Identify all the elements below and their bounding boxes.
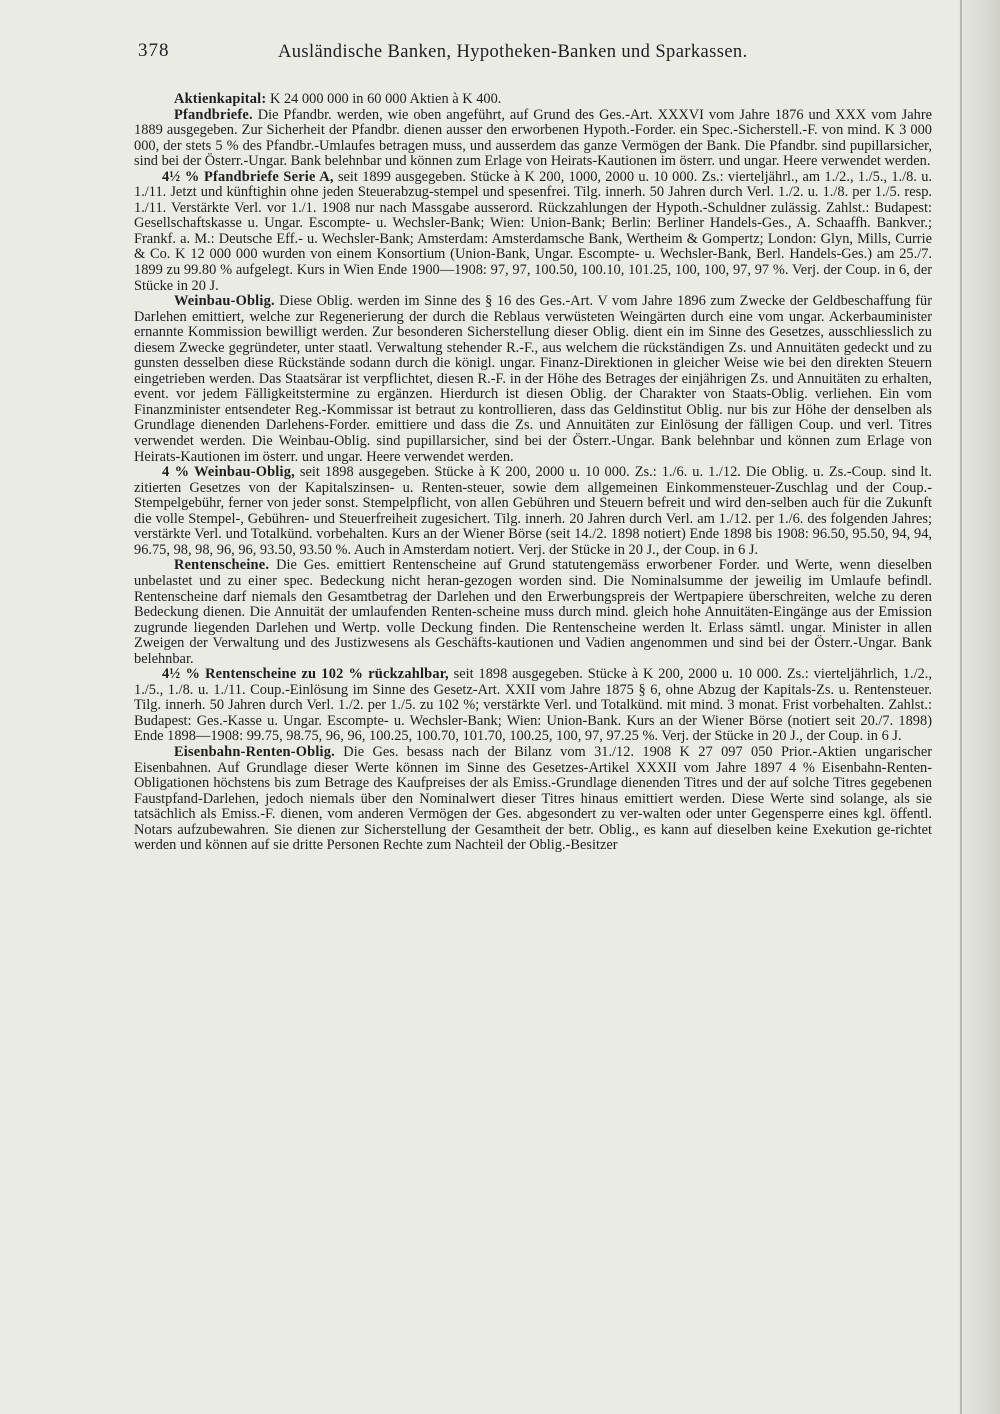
page-edge-line <box>960 0 962 1414</box>
paragraph-aktienkapital <box>134 92 932 108</box>
paragraph-text: seit 1898 ausgegeben. Stücke à K 200, 2000 u. 10 000. Zs.: 1./6. u. 1./12. Die Oblig. u. Zs.-Coup. sind lt. zitierten Gesetzes von der Kapitalszinsen- u. Renten-steuer, sowie dem allgemeinen Einkommensteuer-Zuschlag und der Coup.-Stempelgebühr, ferner von jeder sonst. Stempelpflicht, von allen Gebühren und Steuern befreit und wird den-selben auch für die Zukunft die volle Stempel-, Gebühren- und Steuerfreiheit zugesichert. Tilg. innerh. 20 Jahren durch Verl. am 1./12. per 1./6. des folgenden Jahres; verstärkte Verl. und Totalkünd. vorbehalten. Kurs an der Wiener Börse (seit 14./2. 1898 notiert) Ende 1898 bis 1908: 96.50, 95.50, 94, 94, 96.75, 98, 98, 96, 96, 93.50, 93.50 %. Auch in Amsterdam notiert. Verj. der Stücke in 20 J., der Coup. in 6 J. <box>134 464 932 558</box>
page-edge-shadow <box>958 0 1000 1414</box>
running-title: Ausländische Banken, Hypotheken-Banken und Sparkassen. <box>278 42 748 62</box>
paragraph-heading: 4½ % Pfandbriefe Serie A, <box>162 168 334 185</box>
paragraph-pfandbriefe <box>134 108 932 170</box>
paragraph-heading: 4½ % Rentenscheine zu 102 % rückzahlbar, <box>162 666 449 683</box>
paragraph-eisenbahn-renten-oblig <box>134 745 932 854</box>
paragraph-heading: Aktienkapital: <box>174 91 267 107</box>
paragraph-weinbau-oblig <box>134 294 932 465</box>
paragraph-rentenscheine-102pct <box>134 667 932 745</box>
paragraph-text: Die Pfandbr. werden, wie oben angeführt, auf Grund des Ges.-Art. XXXVI vom Jahre 1876 und XXX vom Jahre 1889 ausgegeben. Zur Sicherheit der Pfandbr. dienen ausser den erworbenen Hypoth.-Forder. ein Spec.-Sicherstell.-F. von mind. K 3 000 000, der stets 5 % des Pfandbr.-Umlaufes betragen muss, und ausserdem das ganze Vermögen der Bank. Die Pfandbr. sind pupillarsicher, sind bei der Österr.-Ungar. Bank belehnbar und können zum Erlage von Heirats-Kautionen im österr. und ungar. Heere verwendet werden. <box>134 106 932 170</box>
page-header <box>138 40 948 70</box>
paragraph-text: K 24 000 000 in 60 000 Aktien à K 400. <box>266 91 502 107</box>
paragraph-heading: Weinbau-Oblig. <box>174 293 275 310</box>
paragraph-weinbau-oblig-4pct <box>134 465 932 558</box>
page-number: 378 <box>138 40 170 61</box>
paragraph-heading: Rentenscheine. <box>174 557 270 574</box>
paragraph-heading: Pfandbriefe. <box>174 106 253 123</box>
paragraph-pfandbriefe-serie-a <box>134 170 932 294</box>
paragraph-text: seit 1898 ausgegeben. Stücke à K 200, 2000 u. 10 000. Zs.: vierteljährlich, 1./2., 1./5., 1./8. u. 1./11. Coup.-Einlösung im Sinne des Gesetz-Art. XXII vom Jahre 1875 § 6, ohne Abzug der Kapitals-Zs. u. Rentensteuer. Tilg. innerh. 50 Jahren durch Verl. 1./2. per 1./5. zu 102 %; verstärkte Verl. und Totalkünd. mit mind. 3 monat. Frist vorbehalten. Zahlst.: Budapest: Ges.-Kasse u. Ungar. Escompte- u. Wechsler-Bank; Wien: Union-Bank. Kurs an der Wiener Börse (notiert seit 20./7. 1898) Ende 1898—1908: 99.75, 98.75, 96, 96, 100.25, 100.70, 101.70, 100.25, 100, 97, 97.25 %. Verj. der Stücke in 20 J., der Coup. in 6 J. <box>134 666 933 745</box>
paragraph-heading: Eisenbahn-Renten-Oblig. <box>174 743 335 760</box>
page-body <box>134 92 932 854</box>
paragraph-heading: 4 % Weinbau-Oblig, <box>162 464 295 481</box>
paragraph-text: Diese Oblig. werden im Sinne des § 16 des Ges.-Art. V vom Jahre 1896 zum Zwecke der Geldbeschaffung für Darlehen emittiert, welche zur Regenerierung der durch die Reblaus verwüsteten Weingärten durch eine vom ungar. Ackerbauminister ernannte Kommission bewilligt werden. Zur besonderen Sicherstellung dieser Oblig. dient ein im Sinne des Gesetzes, ausschliesslich zu diesem Zwecke gegründeter, unter staatl. Verwaltung stehender R.-F., aus welchem die rückständigen Zs. und Annuitäten gedeckt und zu gunsten desselben diese Rückstände sodann durch die königl. ungar. Finanz-Direktionen in gleicher Weise wie bei den direkten Steuern eingetrieben werden. Das Staatsärar ist verpflichtet, diesen R.-F. in der Höhe des Betrages der einjährigen Zs. und Annuitäten zu erhalten, event. vor jedem Fälligkeitstermine zu ergänzen. Hierdurch ist diesen Oblig. der Charakter von Staats-Oblig. verliehen. Ein vom Finanzminister entsendeter Reg.-Kommissar ist betraut zu kontrollieren, dass das Geldinstitut Oblig. nur bis zur Höhe der denselben als Grundlage dienenden Darlehens-Forder. emittiere und dass die Zs. und Annuitäten zur Einlösung der fälligen Coup. und verl. Titres verwendet werden. Die Weinbau-Oblig. sind pupillarsicher, sind bei der Österr.-Ungar. Bank belehnbar und können zum Erlage von Heirats-Kautionen im österr. und ungar. Heere verwendet werden. <box>134 293 932 465</box>
paragraph-rentenscheine <box>134 558 932 667</box>
paragraph-text: Die Ges. emittiert Rentenscheine auf Grund statutengemäss erworbener Forder. und Werte, wenn dieselben unbelastet und zu einer spec. Bedeckung nicht heran-gezogen worden sind. Die Nominalsumme der jeweilig im Umlaufe befindl. Rentenscheine darf niemals den Gesamtbetrag der Darlehen und den Erwerbungspreis der Wertpapiere überschreiten, welche zu deren Bedeckung dienen. Die Annuität der umlaufenden Renten-scheine muss durch mind. gleich hohe Annuitäten-Eingänge aus der Emission zugrunde liegenden Darlehen und Wertp. volle Deckung finden. Die Rentenscheine werden lt. Erlass sämtl. ungar. Minister in allen Zweigen der Verwaltung und des Justizwesens als Geschäfts-kautionen und Vadien angenommen und sind bei der Österr.-Ungar. Bank belehnbar. <box>134 557 932 667</box>
paragraph-text: seit 1899 ausgegeben. Stücke à K 200, 1000, 2000 u. 10 000. Zs.: vierteljährl., am 1./2., 1./5., 1./8. u. 1./11. Jetzt und künftighin ohne jeden Steuerabzug-stempel und spesenfrei. Tilg. innerh. 50 Jahren durch Verl. 1./2. u. 1./8. per 1./5. resp. 1./11. Verstärkte Verl. vor 1./1. 1908 nur nach Massgabe ausserord. Rückzahlungen der Hypoth.-Schuldner zulässig. Zahlst.: Budapest: Gesellschaftskasse u. Ungar. Escompte- u. Wechsler-Bank; Wien: Union-Bank; Berlin: Berliner Handels-Ges., A. Schaaffh. Bankver.; Frankf. a. M.: Deutsche Eff.- u. Wechsler-Bank; Amsterdam: Amsterdamsche Bank, Wertheim & Gompertz; London: Glyn, Mills, Currie & Co. K 12 000 000 wurden von einem Konsortium (Union-Bank, Ungar. Escompte- u. Wechsler-Bank, Berl. Handels-Ges.) am 25./7. 1899 zu 99.80 % aufgelegt. Kurs in Wien Ende 1900—1908: 97, 97, 100.50, 100.10, 101.25, 100, 100, 97, 97 %. Verj. der Coup. in 6, der Stücke in 20 J. <box>134 168 932 294</box>
paragraph-text: Die Ges. besass nach der Bilanz vom 31./12. 1908 K 27 097 050 Prior.-Aktien ungarischer Eisenbahnen. Auf Grundlage dieser Werte können im Sinne des Gesetzes-Artikel XXXII vom Jahre 1897 4 % Eisenbahn-Renten-Obligationen höchstens bis zum Betrage des Kaufpreises der als Emiss.-Grundlage dienenden Titres und der auf solche Titres gegebenen Faustpfand-Darlehen, jedoch niemals über den Nominalwert dieser Titres hinaus emittiert werden. Diese Werte sind solange, als sie tatsächlich als Emiss.-F. dienen, vom anderen Vermögen der Ges. abgesondert zu ver-walten oder unter Gegensperre eines kgl. öffentl. Notars aufzubewahren. Sie dienen zur Sicherstellung der Gesamtheit der betr. Oblig., es kann auf dieselben keine Exekution ge-richtet werden und können auf sie dritte Personen Rechte zum Nachteil der Oblig.-Besitzer <box>134 743 932 854</box>
